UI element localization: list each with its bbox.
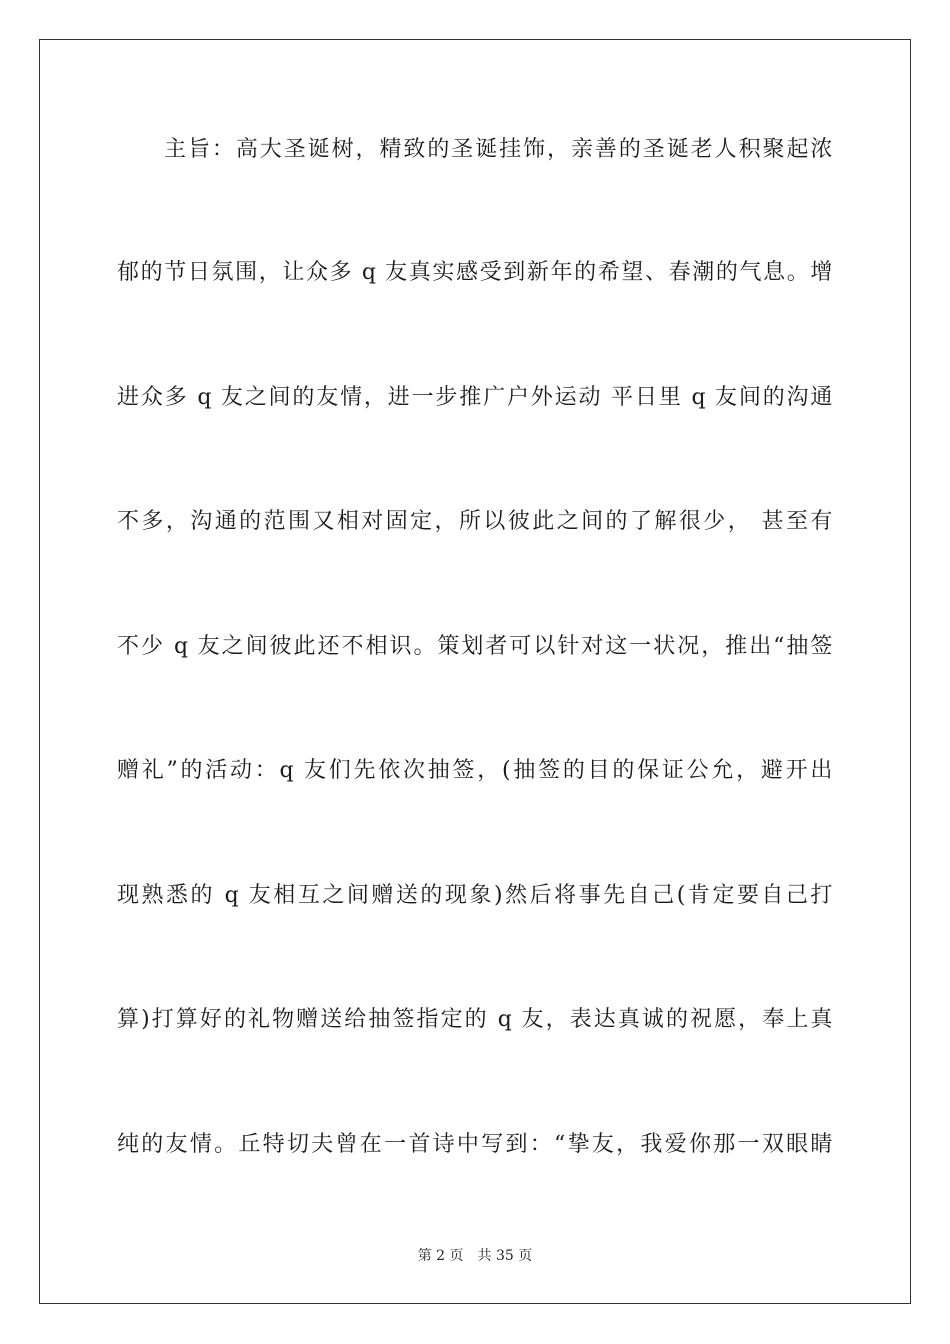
text-line: 纯的友情。丘特切夫曾在一首诗中写到：“挚友，我爱你那一双眼睛 [117,1132,833,1157]
text-line: 主旨：高大圣诞树，精致的圣诞挂饰，亲善的圣诞老人积聚起浓 [164,137,833,162]
page-number-current: 第 2 页 [417,1248,464,1264]
page-footer [0,1247,950,1265]
text-line: 不少 q 友之间彼此还不相识。策划者可以针对这一状况，推出“抽签 [117,634,833,659]
text-line: 现熟悉的 q 友相互之间赠送的现象)然后将事先自己(肯定要自己打 [117,883,833,908]
text-line: 赠礼”的活动：q 友们先依次抽签，(抽签的目的保证公允，避开出 [117,758,833,783]
text-line: 进众多 q 友之间的友情，进一步推广户外运动 平日里 q 友间的沟通 [117,385,833,410]
text-line: 不多，沟通的范围又相对固定，所以彼此之间的了解很少， 甚至有 [117,509,833,534]
page-frame [39,39,911,1304]
text-line: 郁的节日氛围，让众多 q 友真实感受到新年的希望、春潮的气息。增 [117,260,833,285]
page-number-total: 共 35 页 [477,1248,533,1264]
text-line: 算)打算好的礼物赠送给抽签指定的 q 友，表达真诚的祝愿，奉上真 [117,1007,833,1032]
